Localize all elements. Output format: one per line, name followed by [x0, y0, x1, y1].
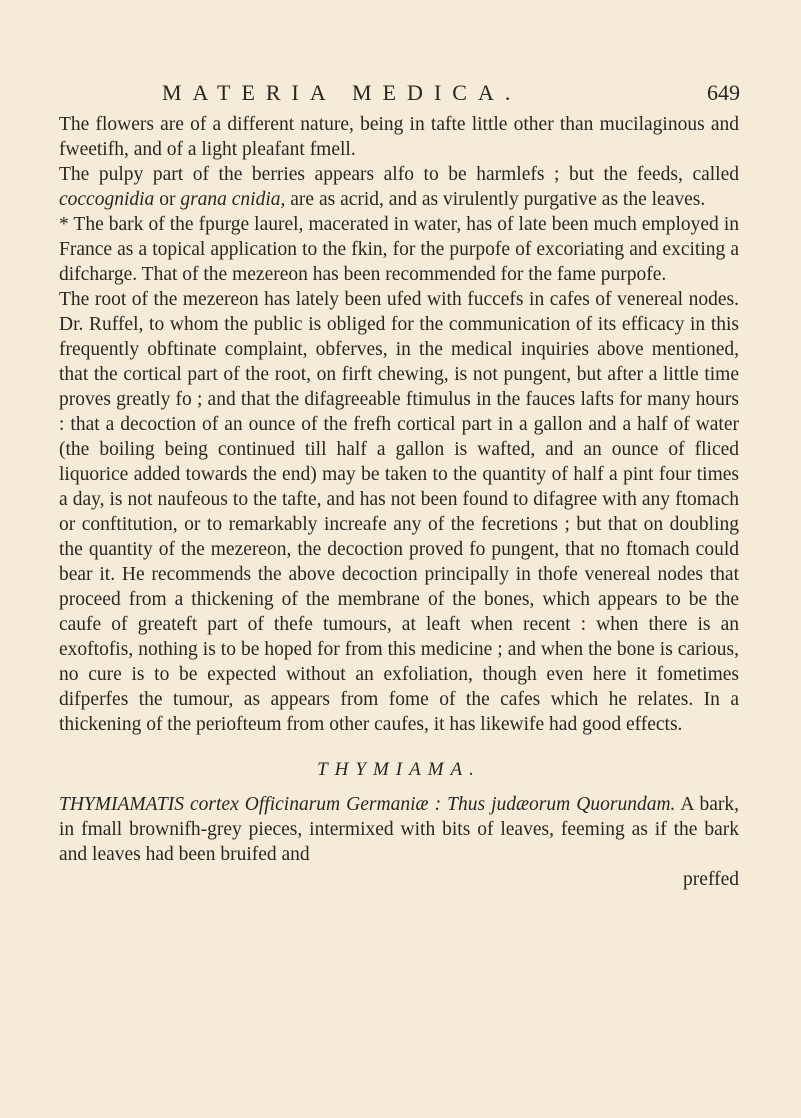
paragraph-berries [59, 162, 739, 212]
paragraph-mezereon-root: The root of the mezereon has lately been ufed with fuccefs in cafes of venereal nodes. Dr. Ruffel, to whom the public is obliged for the communication of its efficacy in this frequently obftinate complaint, obferves, in the medical inquiries above mentioned, that the cortical part of the root, on firft chewing, is not pungent, but after a little time proves greatly fo ; and that the difagreeable ftimulus in the fauces lafts for many hours : that a decoction of an ounce of the frefh cortical part in a gallon and a half of water (the boiling being continued till half a gallon is wafted, and an ounce of fliced liquorice added towards the end) may be taken to the quantity of half a pint four times a day, is not naufeous to the tafte, and has not been found to difagree with any ftomach or conftitution, or to remarkably increafe any of the fecretions ; but that on doubling the quantity of the mezereon, the decoction proved fo pungent, that no ftomach could bear it. He recommends the above decoction principally in thofe venereal nodes that proceed from a thickening of the membrane of the bones, which appears to be the caufe of greateft part of thefe tumours, at leaft when recent : when there is an exoftofis, nothing is to be hoped for from this medicine ; and when the bone is carious, no cure is to be expected without an exfoliation, though even here it fometimes difperfes the tumour, as appears from fome of the cafes which he relates. In a thickening of the periofteum from other caufes, it has likewife had good effects. [59, 289, 739, 735]
text-run: are as acrid, and as virulently purgative as the leaves. [285, 189, 706, 210]
running-title: MATERIA MEDICA. [162, 80, 522, 105]
paragraph-flowers: The flowers are of a different nature, being in tafte little other than mucilaginous and fweetifh, and of a light pleafant fmell. [59, 114, 739, 160]
paragraph-spurge-laurel: * The bark of the fpurge laurel, macerated in water, has of late been much employed in France as a topical application to the fkin, for the purpofe of excoriating and exciting a difcharge. That of the mezereon has been recommended for the fame purpofe. [59, 214, 739, 285]
catchword: preffed [683, 869, 739, 890]
text-run: A bark, in fmall brownifh-grey pieces, intermixed with bits of leaves, feeming as if the bark and leaves had been bruifed and [59, 794, 739, 865]
text-run: or [154, 189, 181, 210]
italic-term: grana cnidia, [180, 189, 286, 210]
section-title: THYMIAMA. [317, 759, 481, 780]
page-body [59, 112, 739, 892]
text-run: The pulpy part of the berries appears alfo to be harmlefs ; but the feeds, called [59, 164, 739, 185]
section-heading-italic: THYMIAMATIS cortex Officinarum Germaniæ : Thus judæorum Quorundam. [59, 794, 676, 815]
paragraph-thymiama [59, 792, 739, 867]
page-number: 649 [707, 80, 740, 105]
italic-term: coccognidia [59, 189, 155, 210]
page-header [100, 78, 740, 108]
